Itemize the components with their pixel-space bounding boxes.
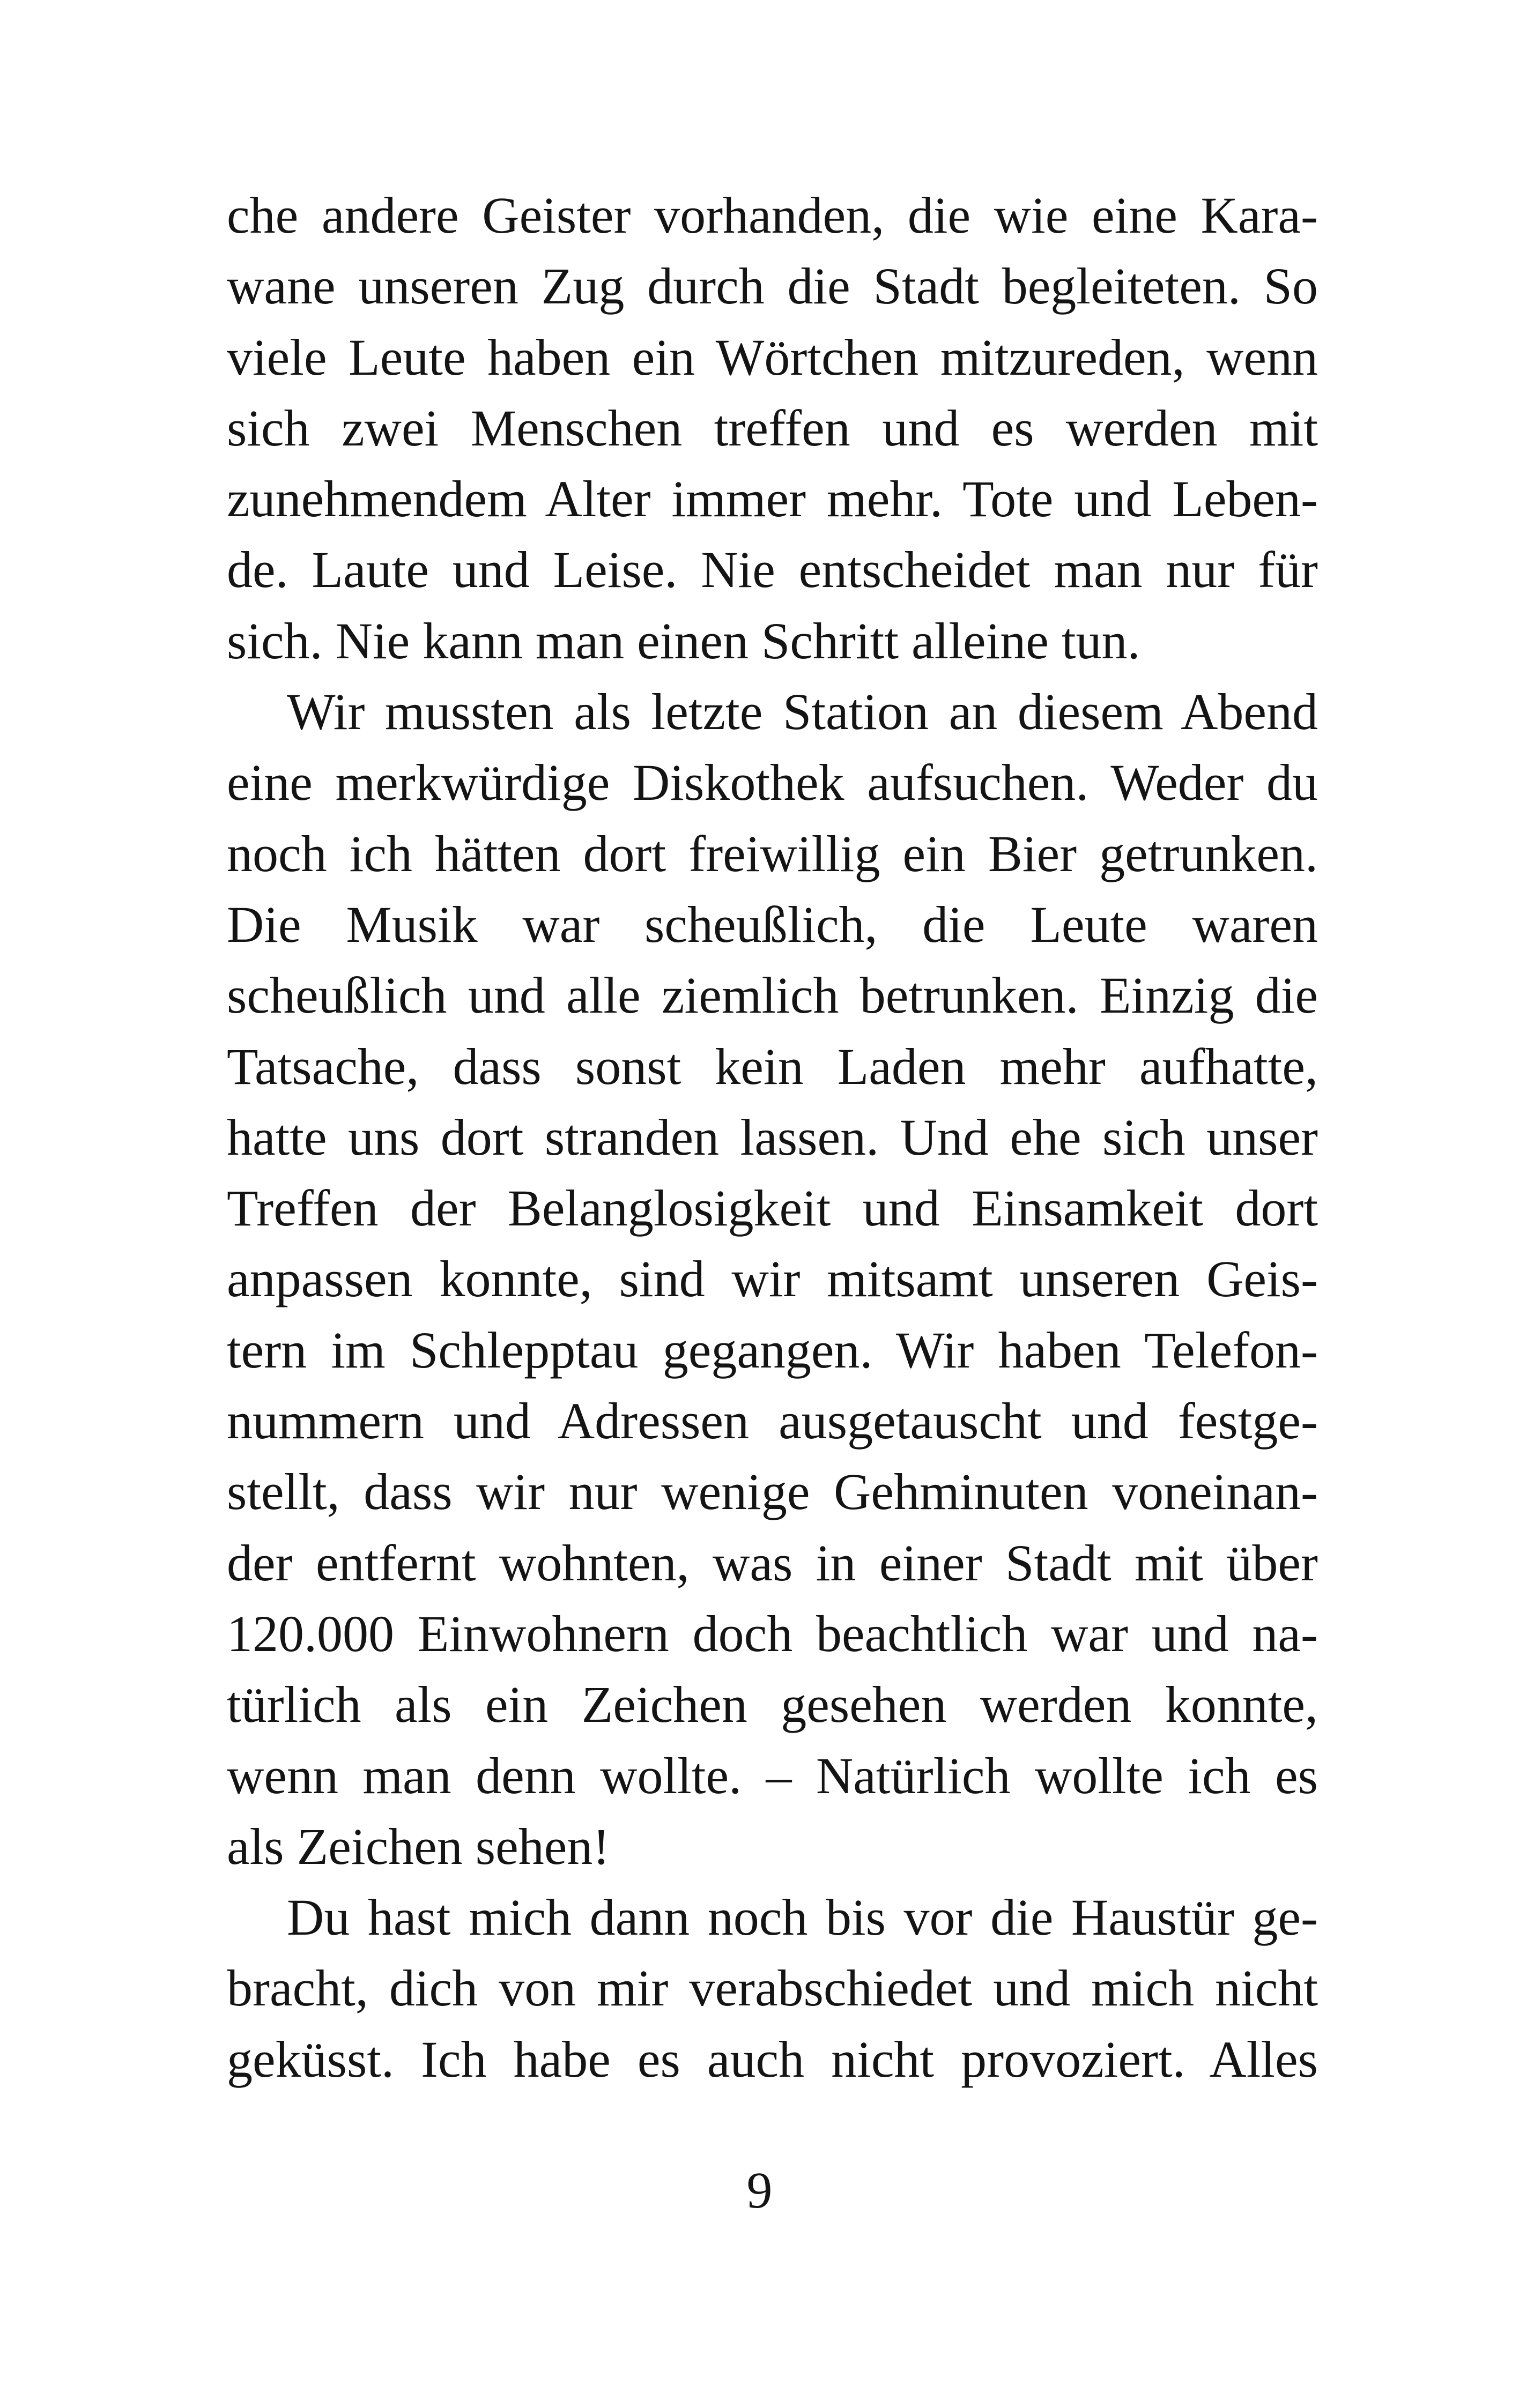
page-number: 9 (746, 2161, 773, 2219)
text-line: Tatsache, dass sonst kein Laden mehr aufhatte, (227, 1037, 1318, 1095)
body-text (227, 180, 1318, 2095)
text-line: eine merkwürdige Diskothek aufsuchen. Weder du (227, 754, 1318, 812)
text-line: wenn man denn wollte. – Natürlich wollte ich es (227, 1746, 1318, 1804)
text-line: anpassen konnte, sind wir mitsamt unseren Geis- (227, 1250, 1318, 1308)
text-line: che andere Geister vorhanden, die wie eine Kara- (227, 187, 1318, 244)
text-line: tern im Schlepptau gegangen. Wir haben Telefon- (227, 1321, 1318, 1379)
text-line: viele Leute haben ein Wörtchen mitzureden, wenn (227, 328, 1318, 386)
text-line: nummern und Adressen ausgetauscht und festge- (227, 1392, 1318, 1450)
paragraph-start-line: Du hast mich dann noch bis vor die Haustür ge- (287, 1889, 1318, 1946)
text-line: der entfernt wohnten, was in einer Stadt mit über (227, 1534, 1318, 1592)
text-line: hatte uns dort stranden lassen. Und ehe sich unser (227, 1108, 1318, 1166)
text-line: bracht, dich von mir verabschiedet und mich nicht (227, 1959, 1318, 2017)
text-line: 120.000 Einwohnern doch beachtlich war und na- (227, 1604, 1318, 1662)
text-line: zunehmendem Alter immer mehr. Tote und Leben- (227, 470, 1318, 528)
text-line: scheußlich und alle ziemlich betrunken. Einzig die (227, 967, 1318, 1024)
text-line: türlich als ein Zeichen gesehen werden konnte, (227, 1676, 1318, 1734)
text-line: sich zwei Menschen treffen und es werden mit (227, 399, 1318, 457)
text-line: sich. Nie kann man einen Schritt alleine tun. (227, 612, 1140, 670)
text-line: Die Musik war scheußlich, die Leute waren (227, 895, 1318, 953)
text-line: als Zeichen sehen! (227, 1817, 610, 1875)
text-line: geküsst. Ich habe es auch nicht provoziert. Alles (227, 2030, 1318, 2088)
text-line: de. Laute und Leise. Nie entscheidet man nur für (227, 541, 1318, 599)
paragraph-start-line: Wir mussten als letzte Station an diesem Abend (287, 683, 1318, 741)
text-line: Treffen der Belanglosigkeit und Einsamkeit dort (227, 1179, 1318, 1237)
text-line: wane unseren Zug durch die Stadt begleiteten. So (227, 257, 1318, 315)
text-line: noch ich hätten dort freiwillig ein Bier getrunken. (227, 824, 1318, 882)
text-line: stellt, dass wir nur wenige Gehminuten voneinan- (227, 1463, 1318, 1521)
